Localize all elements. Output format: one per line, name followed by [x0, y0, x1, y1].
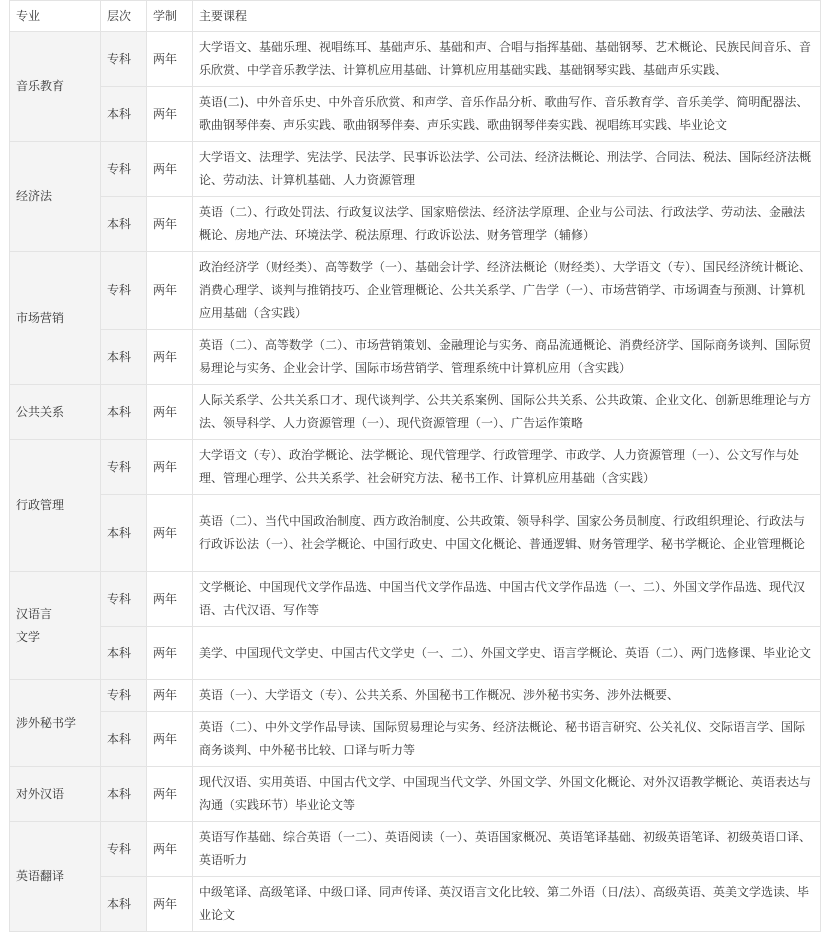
table-row	[10, 440, 821, 495]
table-row	[10, 822, 821, 877]
courses-cell: 大学语文（专）、政治学概论、法学概论、现代管理学、行政管理学、市政学、人力资源管理（一）、公文写作与处理、管理心理学、公共关系学、社会研究方法、秘书工作、计算机应用基础（含实践）	[193, 440, 821, 495]
duration-cell: 两年	[147, 197, 193, 252]
level-cell: 专科	[101, 822, 147, 877]
level-cell: 本科	[101, 712, 147, 767]
header-level: 层次	[101, 1, 147, 32]
courses-cell: 英语（一）、大学语文（专）、公共关系、外国秘书工作概况、涉外秘书实务、涉外法概要、	[193, 680, 821, 712]
courses-cell: 中级笔译、高级笔译、中级口译、同声传译、英汉语言文化比较、第二外语（日/法）、高级英语、英美文学选读、毕业论文	[193, 877, 821, 932]
table-row	[10, 627, 821, 680]
major-cell: 行政管理	[10, 440, 101, 572]
table-row	[10, 87, 821, 142]
major-cell: 经济法	[10, 142, 101, 252]
duration-cell: 两年	[147, 572, 193, 627]
courses-cell: 人际关系学、公共关系口才、现代谈判学、公共关系案例、国际公共关系、公共政策、企业文化、创新思维理论与方法、领导科学、人力资源管理（一）、现代资源管理（一）、广告运作策略	[193, 385, 821, 440]
header-row	[10, 1, 821, 32]
level-cell: 本科	[101, 197, 147, 252]
course-table	[9, 0, 821, 932]
level-cell: 专科	[101, 252, 147, 330]
table-row	[10, 385, 821, 440]
courses-cell: 大学语文、基础乐理、视唱练耳、基础声乐、基础和声、合唱与指挥基础、基础钢琴、艺术概论、民族民间音乐、音乐欣赏、中学音乐教学法、计算机应用基础、计算机应用基础实践、基础钢琴实践、基础声乐实践、	[193, 32, 821, 87]
courses-cell: 文学概论、中国现代文学作品选、中国当代文学作品选、中国古代文学作品选（一、二）、外国文学作品选、现代汉语、古代汉语、写作等	[193, 572, 821, 627]
courses-cell: 现代汉语、实用英语、中国古代文学、中国现当代文学、外国文学、外国文化概论、对外汉语教学概论、英语表达与沟通（实践环节）毕业论文等	[193, 767, 821, 822]
courses-cell: 英语写作基础、综合英语（一二）、英语阅读（一）、英语国家概况、英语笔译基础、初级英语笔译、初级英语口译、英语听力	[193, 822, 821, 877]
major-cell: 市场营销	[10, 252, 101, 385]
major-cell: 英语翻译	[10, 822, 101, 932]
courses-cell: 英语（二）、行政处罚法、行政复议法学、国家赔偿法、经济法学原理、企业与公司法、行政法学、劳动法、金融法概论、房地产法、环境法学、税法原理、行政诉讼法、财务管理学（辅修）	[193, 197, 821, 252]
duration-cell: 两年	[147, 680, 193, 712]
duration-cell: 两年	[147, 330, 193, 385]
duration-cell: 两年	[147, 767, 193, 822]
duration-cell: 两年	[147, 252, 193, 330]
courses-cell: 英语（二）、当代中国政治制度、西方政治制度、公共政策、领导科学、国家公务员制度、行政组织理论、行政法与行政诉讼法（一）、社会学概论、中国行政史、中国文化概论、普通逻辑、财务管理学、秘书学概论、企业管理概论	[193, 495, 821, 572]
table-row	[10, 32, 821, 87]
duration-cell: 两年	[147, 627, 193, 680]
level-cell: 专科	[101, 32, 147, 87]
level-cell: 专科	[101, 440, 147, 495]
table-row	[10, 197, 821, 252]
duration-cell: 两年	[147, 440, 193, 495]
duration-cell: 两年	[147, 822, 193, 877]
level-cell: 专科	[101, 142, 147, 197]
duration-cell: 两年	[147, 712, 193, 767]
table-row	[10, 142, 821, 197]
level-cell: 专科	[101, 572, 147, 627]
duration-cell: 两年	[147, 385, 193, 440]
table-row	[10, 767, 821, 822]
level-cell: 本科	[101, 495, 147, 572]
courses-cell: 英语(二)、中外音乐史、中外音乐欣赏、和声学、音乐作品分析、歌曲写作、音乐教育学、音乐美学、简明配器法、歌曲钢琴伴奏、声乐实践、歌曲钢琴伴奏、声乐实践、歌曲钢琴伴奏实践、视唱练耳实践、毕业论文	[193, 87, 821, 142]
table-row	[10, 330, 821, 385]
level-cell: 专科	[101, 680, 147, 712]
level-cell: 本科	[101, 330, 147, 385]
duration-cell: 两年	[147, 87, 193, 142]
table-row	[10, 572, 821, 627]
courses-cell: 政治经济学（财经类）、高等数学（一）、基础会计学、经济法概论（财经类）、大学语文（专）、国民经济统计概论、消费心理学、谈判与推销技巧、企业管理概论、公共关系学、广告学（一）、市场营销学、市场调查与预测、计算机应用基础（含实践）	[193, 252, 821, 330]
level-cell: 本科	[101, 877, 147, 932]
duration-cell: 两年	[147, 32, 193, 87]
header-courses: 主要课程	[193, 1, 821, 32]
level-cell: 本科	[101, 767, 147, 822]
level-cell: 本科	[101, 87, 147, 142]
major-cell: 公共关系	[10, 385, 101, 440]
major-cell: 汉语言 文学	[10, 572, 101, 680]
duration-cell: 两年	[147, 142, 193, 197]
table-row	[10, 495, 821, 572]
course-table-wrapper	[9, 0, 820, 932]
courses-cell: 美学、中国现代文学史、中国古代文学史（一、二）、外国文学史、语言学概论、英语（二）、两门选修课、毕业论文	[193, 627, 821, 680]
courses-cell: 英语（二）、中外文学作品导读、国际贸易理论与实务、经济法概论、秘书语言研究、公关礼仪、交际语言学、国际商务谈判、中外秘书比较、口译与听力等	[193, 712, 821, 767]
table-row	[10, 877, 821, 932]
major-cell: 涉外秘书学	[10, 680, 101, 767]
level-cell: 本科	[101, 385, 147, 440]
duration-cell: 两年	[147, 495, 193, 572]
header-major: 专业	[10, 1, 101, 32]
level-cell: 本科	[101, 627, 147, 680]
duration-cell: 两年	[147, 877, 193, 932]
major-cell: 对外汉语	[10, 767, 101, 822]
table-row	[10, 252, 821, 330]
courses-cell: 英语（二）、高等数学（二）、市场营销策划、金融理论与实务、商品流通概论、消费经济学、国际商务谈判、国际贸易理论与实务、企业会计学、国际市场营销学、管理系统中计算机应用（含实践）	[193, 330, 821, 385]
table-row	[10, 712, 821, 767]
courses-cell: 大学语文、法理学、宪法学、民法学、民事诉讼法学、公司法、经济法概论、刑法学、合同法、税法、国际经济法概论、劳动法、计算机基础、人力资源管理	[193, 142, 821, 197]
header-duration: 学制	[147, 1, 193, 32]
major-cell: 音乐教育	[10, 32, 101, 142]
table-row	[10, 680, 821, 712]
